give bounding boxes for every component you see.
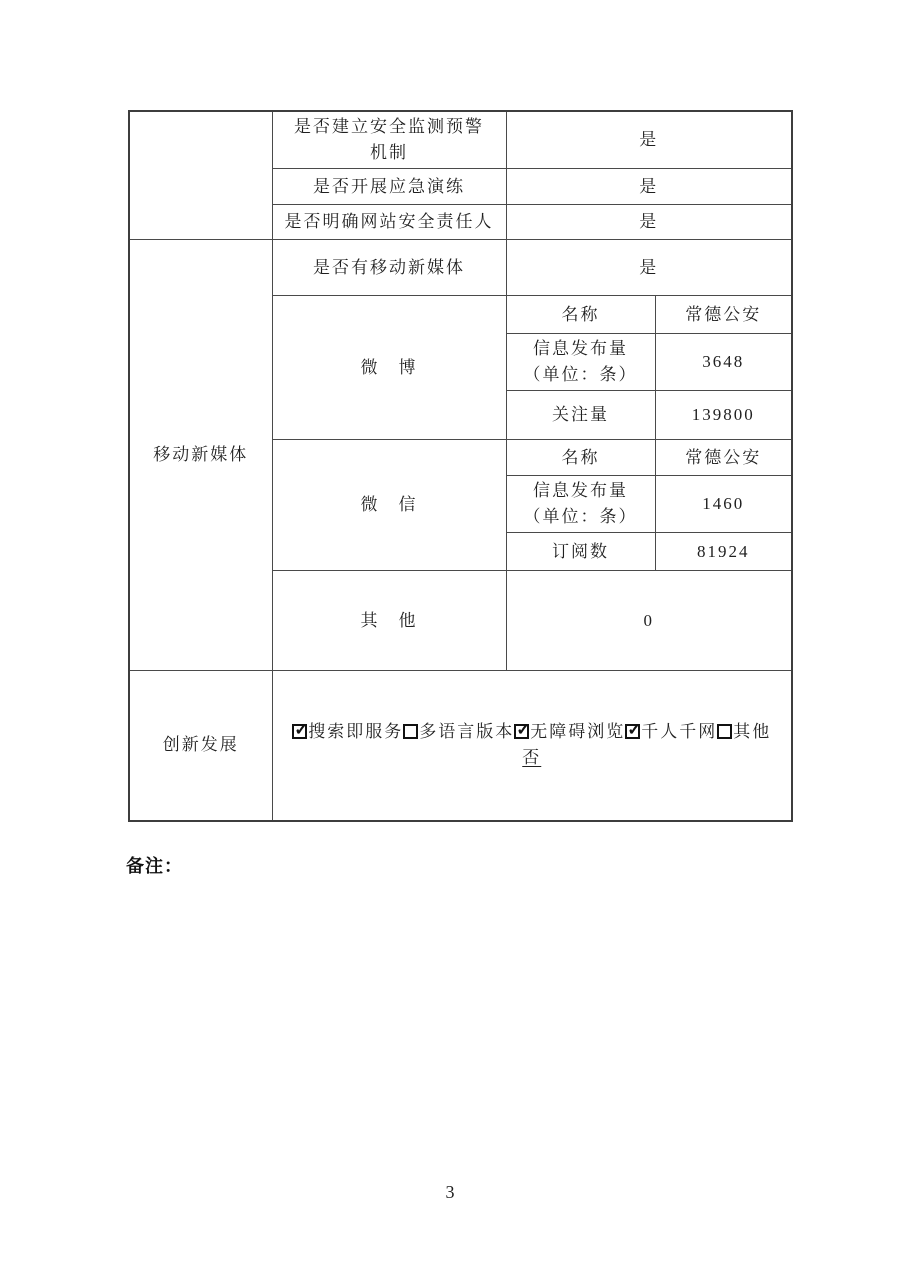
innovation-options <box>277 719 788 745</box>
cell-weibo-name-value: 常德公安 <box>655 296 792 334</box>
cell-has-mobile-media-value: 是 <box>506 240 792 296</box>
innovation-option <box>292 722 403 741</box>
cell-other-media-value: 0 <box>506 571 792 671</box>
checkbox-checked-icon[interactable] <box>625 724 640 739</box>
innovation-option-label: 无障碍浏览 <box>530 722 626 742</box>
label-line: 机制 <box>370 143 408 162</box>
checkbox-checked-icon[interactable] <box>514 724 529 739</box>
cell-weibo-name-label: 名称 <box>506 296 655 334</box>
cell-wechat-subscribers-label: 订阅数 <box>506 533 655 571</box>
checkbox-checked-icon[interactable] <box>292 724 307 739</box>
label-line: （单位：条） <box>523 507 638 526</box>
annual-report-table <box>128 110 793 822</box>
innovation-option-label: 其他 <box>733 722 772 742</box>
page-number: 3 <box>445 1182 455 1202</box>
innovation-option <box>717 722 771 741</box>
cell-wechat-posts-label <box>506 476 655 533</box>
innovation-option <box>514 722 625 741</box>
cell-weibo-followers-value: 139800 <box>655 391 792 440</box>
label-line: 信息发布量 <box>533 481 628 500</box>
cell-wechat-name-label: 名称 <box>506 440 655 476</box>
cell-security-monitoring-label <box>272 111 506 169</box>
innovation-option-label: 千人千网 <box>641 722 718 742</box>
notes-label: 备注： <box>126 856 183 876</box>
cell-weibo-followers-label: 关注量 <box>506 391 655 440</box>
cell-security-officer-label: 是否明确网站安全责任人 <box>272 205 506 240</box>
cell-wechat-posts-value: 1460 <box>655 476 792 533</box>
cell-security-monitoring-value: 是 <box>506 111 792 169</box>
checkbox-unchecked-icon[interactable] <box>403 724 418 739</box>
innovation-answer: 否 <box>522 748 542 768</box>
innovation-option-label: 搜索即服务 <box>308 722 404 742</box>
label-line: 信息发布量 <box>533 339 628 358</box>
innovation-option <box>625 722 717 741</box>
cell-weibo-posts-value: 3648 <box>655 334 792 391</box>
cell-innovation-content <box>272 671 792 821</box>
cell-section-innovation: 创新发展 <box>129 671 272 821</box>
innovation-option <box>403 722 514 741</box>
cell-weibo-posts-label <box>506 334 655 391</box>
cell-emergency-drill-value: 是 <box>506 169 792 205</box>
cell-prev-section-continuation <box>129 111 272 240</box>
innovation-option-label: 多语言版本 <box>419 722 515 742</box>
cell-wechat-label: 微 信 <box>272 440 506 571</box>
cell-wechat-name-value: 常德公安 <box>655 440 792 476</box>
cell-section-mobile-media: 移动新媒体 <box>129 240 272 671</box>
cell-other-media-label: 其 他 <box>272 571 506 671</box>
cell-wechat-subscribers-value: 81924 <box>655 533 792 571</box>
cell-weibo-label: 微 博 <box>272 296 506 440</box>
cell-emergency-drill-label: 是否开展应急演练 <box>272 169 506 205</box>
label-line: （单位：条） <box>523 365 638 384</box>
cell-has-mobile-media-label: 是否有移动新媒体 <box>272 240 506 296</box>
checkbox-unchecked-icon[interactable] <box>717 724 732 739</box>
label-line: 是否建立安全监测预警 <box>294 117 484 136</box>
cell-security-officer-value: 是 <box>506 205 792 240</box>
